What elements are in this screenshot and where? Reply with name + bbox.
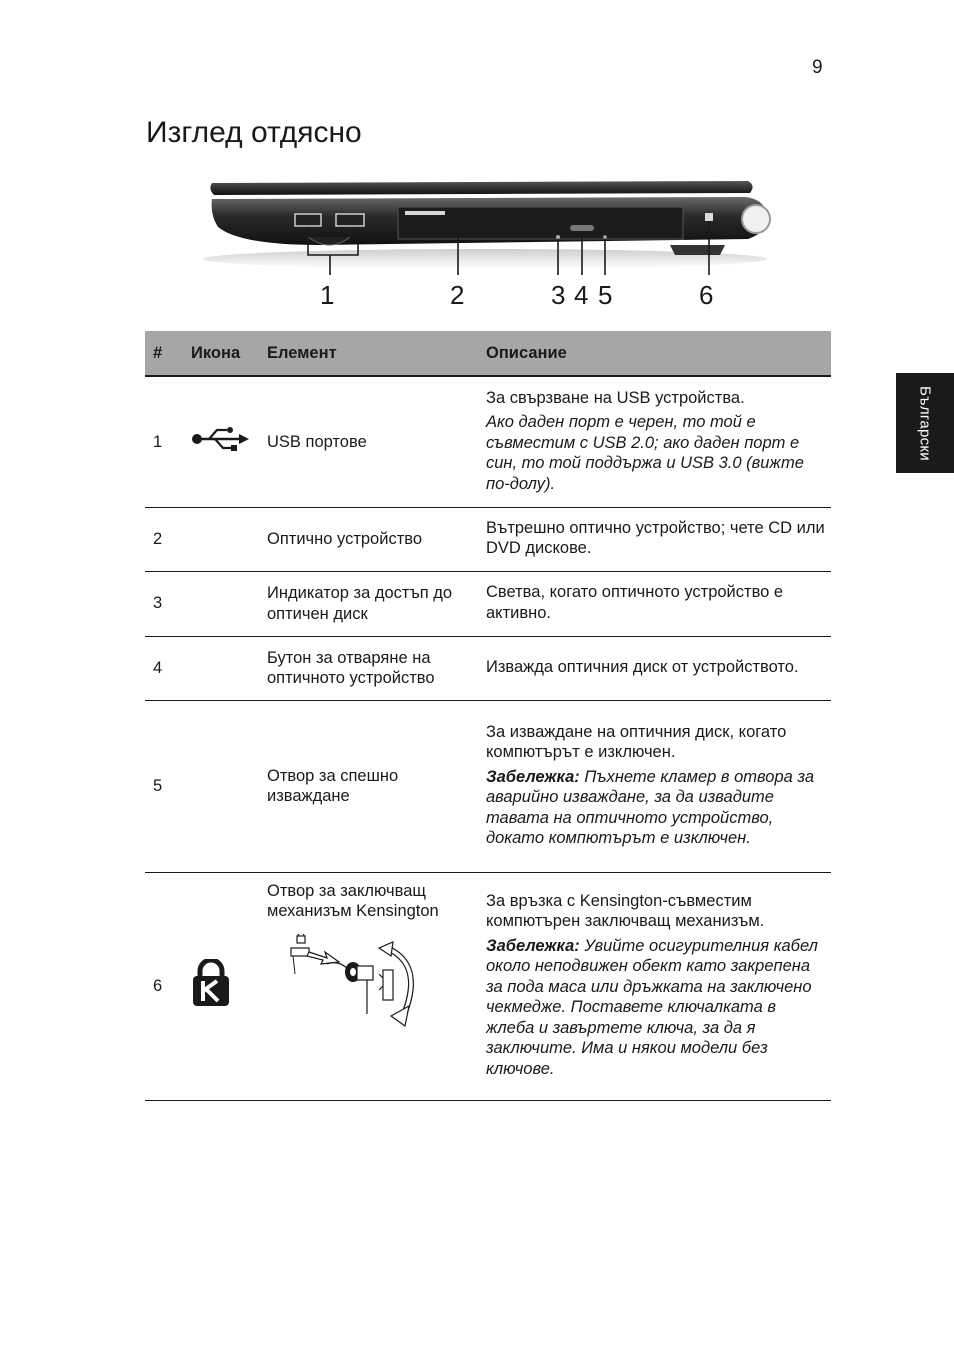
description-italic [486,412,825,494]
row-icon-cell [183,376,259,507]
row-element [259,872,478,1100]
row-num: 5 [145,700,183,872]
description-text: Светва, когато оптичното устройство е активно. [486,583,784,622]
description-text: Изважда оптичния диск от устройството. [486,657,799,676]
row-icon-cell [183,700,259,872]
row-icon-cell [183,571,259,636]
table-row [145,700,831,872]
row-num: 4 [145,636,183,700]
description-italic-text: Ако даден порт е черен, то той е съвместим с USB 2.0; ако даден порт е син, то той поддържа и USB 3.0 (вижте по-долу). [486,413,804,493]
row-num: 1 [145,376,183,507]
specs-table [145,331,831,1101]
drive-eject-button [570,225,594,231]
table-row [145,636,831,700]
language-side-tab-label: Български [916,385,934,461]
description-note [486,767,825,849]
optical-drive-highlight [405,211,445,215]
usb-port-2 [336,214,364,226]
description-text: За свързване на USB устройства. [486,388,745,407]
usb-icon [191,424,253,454]
laptop-hinge [742,205,770,233]
row-element-text: Отвор за заключващ механизъм Kensington [267,881,439,920]
row-description [478,872,831,1100]
callout-label-6: 6 [699,280,714,310]
row-element: Индикатор за достъп до оптичен диск [259,571,478,636]
page-title: Изглед отдясно [146,116,362,149]
row-element: Отвор за спешно изваждане [259,700,478,872]
header-icon: Икона [183,331,259,376]
callout-label-3: 3 [551,280,566,310]
kensington-lock-icon [191,959,231,1007]
row-icon-cell [183,507,259,571]
emergency-eject-hole [603,235,607,239]
row-description [478,376,831,507]
row-description [478,636,831,700]
table-header-row [145,331,831,376]
description-text: За изваждане на оптичния диск, когато компютърът е изключен. [486,722,787,761]
row-icon-cell [183,872,259,1100]
table-row [145,571,831,636]
header-description: Описание [478,331,831,376]
callout-label-2: 2 [450,280,465,310]
page-number: 9 [812,57,823,78]
header-num: # [145,331,183,376]
callout-label-1: 1 [320,280,335,310]
note-text: Пъхнете кламер в отвора за аварийно изваждане, за да извадите тавата на оптичното устройство, докато компютърът е изключен. [486,767,815,847]
laptop-right-side-diagram [200,175,780,315]
table-row [145,376,831,507]
usb-port-1 [295,214,321,226]
row-description [478,507,831,571]
description-note [486,936,825,1080]
row-num: 3 [145,571,183,636]
kensington-slot [705,213,713,221]
note-label: Забележка: [486,936,580,955]
description-text: За връзка с Kensington-съвместим компютърен заключващ механизъм. [486,891,765,931]
header-element: Елемент [259,331,478,376]
callout-label-5: 5 [598,280,613,310]
laptop-lid [210,181,752,195]
row-num: 2 [145,507,183,571]
drive-indicator [556,235,560,239]
laptop-foot [670,245,725,255]
row-element: Бутон за отваряне на оптичното устройство [259,636,478,700]
callout-label-4: 4 [574,280,589,310]
row-description [478,571,831,636]
row-element: USB портове [259,376,478,507]
note-text: Увийте осигурителния кабел около неподвижен обект като закрепена за пода маса или дръжката на заключено чекмедже. Поставете ключалката в жлеба и завъртете ключа, за да я заключите. Има и някои модели без ключове. [486,936,818,1078]
kensington-lock-diagram [287,934,427,1034]
note-label: Забележка: [486,767,580,786]
row-icon-cell [183,636,259,700]
row-description [478,700,831,872]
table-row [145,872,831,1100]
language-side-tab [896,373,954,473]
row-num: 6 [145,872,183,1100]
description-text: Вътрешно оптично устройство; чете CD или DVD дискове. [486,518,825,557]
row-element: Оптично устройство [259,507,478,571]
table-row [145,507,831,571]
